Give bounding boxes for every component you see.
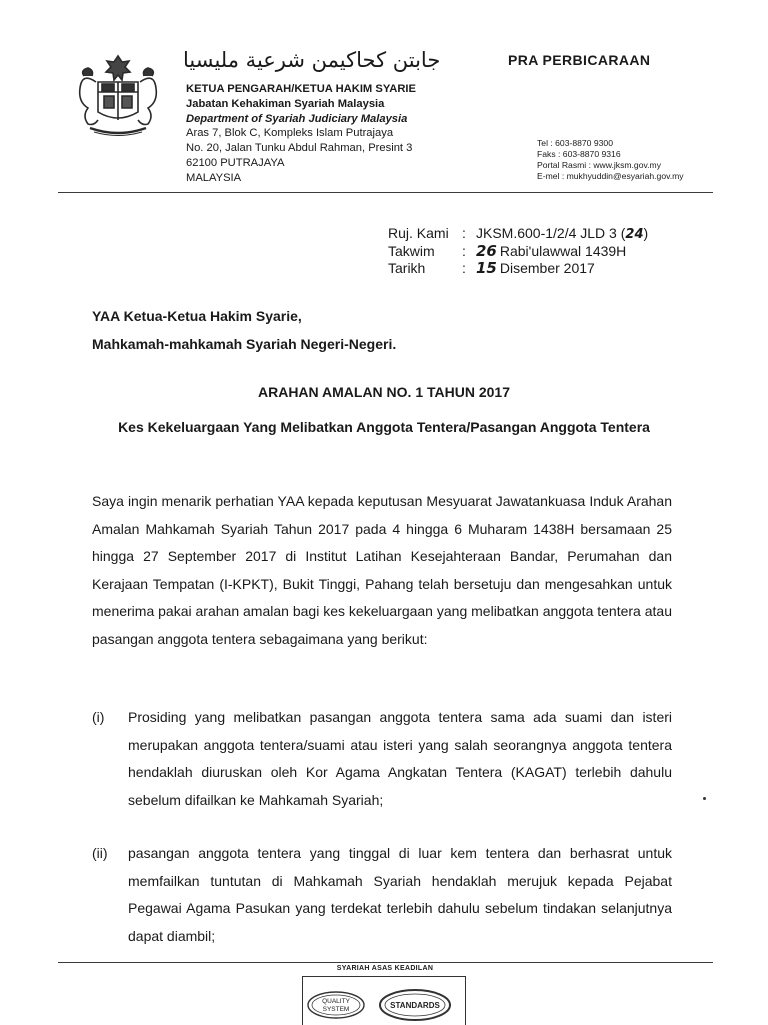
list-item-number: (i) (92, 709, 105, 725)
organization-block (186, 82, 416, 186)
ref-number: JKSM.600-1/2/4 JLD 3 (24) (476, 225, 649, 242)
department-english: Department of Syariah Judiciary Malaysia (186, 112, 408, 125)
svg-text:SYSTEM: SYSTEM (322, 1006, 350, 1013)
ref-colon: : (462, 225, 466, 241)
document-title: ARAHAN AMALAN NO. 1 TAHUN 2017 (257, 384, 511, 400)
list-item-text: Prosiding yang melibatkan pasangan anggota tentera sama ada suami dan isteri merupakan anggota tentera/suami atau isteri yang salah seorangnya anggota tentera hendaklah diuruskan oleh Kor Agama Angkatan Tentera (KAGAT) terlebih dahulu sebelum difailkan ke Mahkamah Syariah; (128, 709, 672, 808)
contact-email: E-mel : mukhyuddin@esyariah.gov.my (537, 171, 684, 181)
svg-text:STANDARDS: STANDARDS (390, 1001, 440, 1010)
svg-text:QUALITY: QUALITY (322, 998, 350, 1005)
takwim-label: Takwim (388, 243, 435, 259)
address-line-4: MALAYSIA (186, 171, 242, 184)
tarikh-colon: : (462, 260, 466, 276)
org-title: KETUA PENGARAH/KETUA HAKIM SYARIE (186, 83, 416, 95)
reference-row (388, 225, 648, 243)
takwim-colon: : (462, 243, 466, 259)
address-line-1: Aras 7, Blok C, Kompleks Islam Putrajaya (186, 127, 394, 140)
jawi-department-name: جابتن كحاكيمن شرعية مليسيا (183, 48, 441, 72)
addressee-line-2: Mahkamah-mahkamah Syariah Negeri-Negeri. (92, 336, 397, 352)
takwim-handwritten-day: 26 (476, 242, 497, 260)
list-item-text: pasangan anggota tentera yang tinggal di luar kem tentera dan berhasrat untuk memfailkan tuntutan di Mahkamah Syariah hendaklah merujuk kepada Pejabat Pegawai Agama Pasukan yang terdekat terlebih dahulu sebelum tindakan selanjutnya dapat diambil; (128, 845, 672, 944)
status-badge: PRA PERBICARAAN (508, 52, 651, 68)
addressee-block (92, 302, 396, 358)
reference-block (388, 225, 648, 277)
address-line-3: 62100 PUTRAJAYA (186, 156, 285, 169)
document-subtitle: Kes Kekeluargaan Yang Melibatkan Anggota Tentera/Pasangan Anggota Tentera (118, 419, 650, 435)
contact-fax: Faks : 603-8870 9316 (537, 149, 621, 159)
ref-handwritten-number: 24 (625, 227, 644, 242)
ref-label: Ruj. Kami (388, 225, 449, 241)
takwim-date: 26 Rabi'ulawwal 1439H (476, 242, 627, 260)
tarikh-date: 15 Disember 2017 (476, 259, 595, 277)
header-divider (58, 192, 713, 193)
scan-speck (703, 797, 706, 800)
contact-portal: Portal Rasmi : www.jksm.gov.my (537, 160, 661, 170)
quality-system-seal (306, 990, 366, 1020)
addressee-line-1: YAA Ketua-Ketua Hakim Syarie, (92, 308, 302, 324)
contact-block (537, 138, 684, 182)
tarikh-label: Tarikh (388, 260, 426, 276)
department-malay: Jabatan Kehakiman Syariah Malaysia (186, 97, 385, 110)
standards-seal (378, 988, 452, 1022)
footer-motto: SYARIAH ASAS KEADILAN (336, 965, 434, 972)
contact-tel: Tel : 603-8870 9300 (537, 138, 613, 148)
address-line-2: No. 20, Jalan Tunku Abdul Rahman, Presint 3 (186, 142, 413, 155)
tarikh-row (388, 260, 648, 277)
footer-divider (58, 962, 713, 963)
list-item-number: (ii) (92, 845, 108, 861)
body-paragraph: Saya ingin menarik perhatian YAA kepada keputusan Mesyuarat Jawatankuasa Induk Arahan Amalan Mahkamah Syariah Tahun 2017 pada 4 hingga 6 Muharam 1438H bersamaan 25 hingga 27 September 2017 di Institut Latihan Kesejahteraan Bandar, Perumahan dan Kerajaan Tempatan (I-KPKT), Bukit Tinggi, Pahang telah bersetuju dan mengesahkan untuk menerima pakai arahan amalan bagi kes kekeluargaan yang melibatkan anggota tentera atau pasangan anggota tentera sebagaimana yang berikut: (92, 493, 672, 647)
tarikh-handwritten-day: 15 (476, 259, 497, 277)
takwim-row (388, 243, 648, 260)
coat-of-arms-logo (68, 52, 168, 140)
